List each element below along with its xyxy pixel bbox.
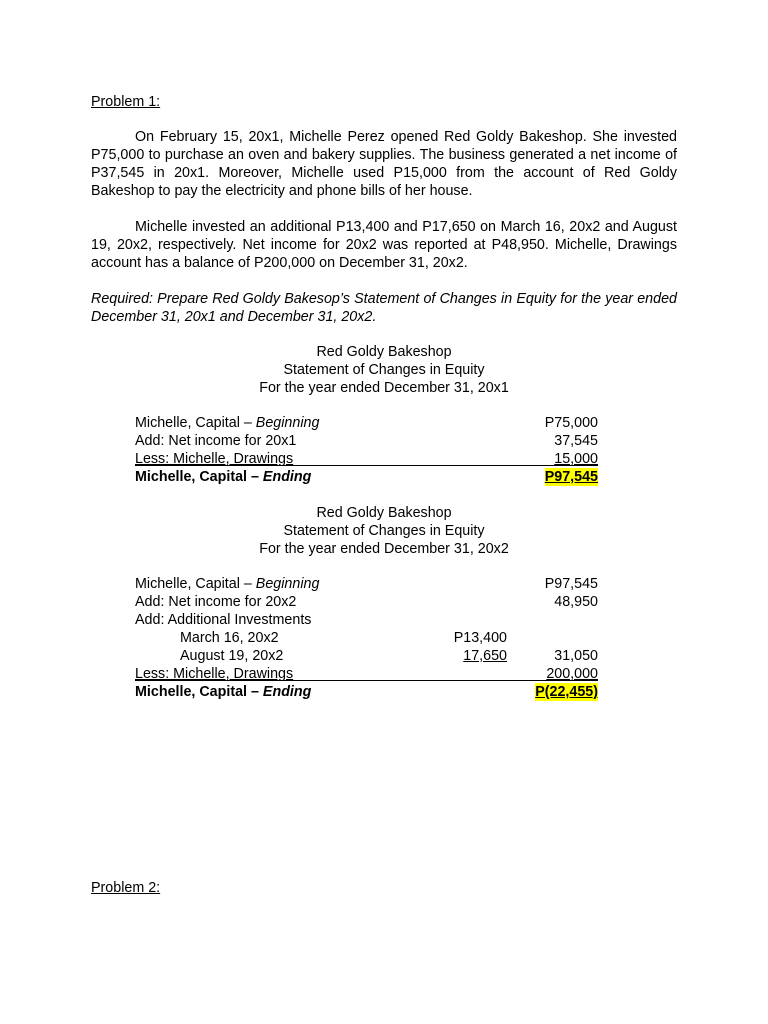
statement2-period: For the year ended December 31, 20x2 xyxy=(259,541,509,557)
statement2-beginning-label: Michelle, Capital – xyxy=(135,576,256,592)
problem1-paragraph-1: On February 15, 20x1, Michelle Perez opened Red Goldy Bakeshop. She invested P75,000 to purchase an oven and bakery supplies. The business generated a net income of P37,545 in 20x1. Moreover, Michelle used P15,000 from the account of Red Goldy Bakeshop to pay the electricity and phone bills of her house. xyxy=(91,129,677,199)
statement1-drawings-label: Less: Michelle, Drawings xyxy=(135,451,294,467)
statement2-row-beginning xyxy=(135,575,598,593)
statement1-row-beginning xyxy=(135,414,598,432)
statement2-row-investments xyxy=(135,611,598,629)
statement1-net-income-amount: 37,545 xyxy=(554,433,598,449)
statement1-beginning-italic: Beginning xyxy=(255,415,320,431)
statement1-row-net-income xyxy=(135,432,598,450)
statement2-title: Statement of Changes in Equity xyxy=(283,523,485,539)
problem1-required: Required: Prepare Red Goldy Bakesop’s Statement of Changes in Equity for the year ended December 31, 20x1 and December 31, 20x2. xyxy=(91,291,677,325)
statement2-row-net-income xyxy=(135,593,598,611)
statement2-drawings-label: Less: Michelle, Drawings xyxy=(135,666,294,682)
statement1-total-rule xyxy=(135,465,598,466)
statement2-row-investment-1 xyxy=(135,629,598,647)
statement2-net-income-label: Add: Net income for 20x2 xyxy=(135,594,297,610)
statement1-net-income-label: Add: Net income for 20x1 xyxy=(135,433,297,449)
statement1-beginning-label: Michelle, Capital – xyxy=(135,415,256,431)
statement1-drawings-amount: 15,000 xyxy=(554,451,598,467)
statement1-ending-italic: Ending xyxy=(262,469,312,485)
statement2-row-ending xyxy=(135,683,598,701)
statement2-inv2-label: August 19, 20x2 xyxy=(180,648,284,664)
statement2-investments-label: Add: Additional Investments xyxy=(135,612,312,628)
statement1-row-ending xyxy=(135,468,598,486)
statement2-beginning-amount: P97,545 xyxy=(544,576,598,592)
statement1-company: Red Goldy Bakeshop xyxy=(316,344,452,360)
statement2-ending-label: Michelle, Capital – xyxy=(135,684,263,700)
statement1-beginning-amount: P75,000 xyxy=(544,415,598,431)
statement2-inv1-amount: P13,400 xyxy=(453,630,507,646)
statement1-ending-label: Michelle, Capital – xyxy=(135,469,263,485)
statement2-net-income-amount: 48,950 xyxy=(554,594,598,610)
problem1-heading: Problem 1: xyxy=(91,94,161,110)
problem2-heading: Problem 2: xyxy=(91,880,161,896)
statement2-beginning-italic: Beginning xyxy=(255,576,320,592)
statement2-total-rule xyxy=(135,680,598,681)
statement2-inv1-label: March 16, 20x2 xyxy=(180,630,279,646)
statement2-inv2-amount: 17,650 xyxy=(463,648,507,664)
statement1-ending-amount: P97,545 xyxy=(544,469,598,485)
statement2-drawings-amount: 200,000 xyxy=(546,666,598,682)
statement1-title: Statement of Changes in Equity xyxy=(283,362,485,378)
statement2-investments-total: 31,050 xyxy=(554,648,598,664)
statement2-company: Red Goldy Bakeshop xyxy=(316,505,452,521)
statement2-row-investment-2 xyxy=(135,647,598,665)
statement2-ending-italic: Ending xyxy=(262,684,312,700)
statement1-period: For the year ended December 31, 20x1 xyxy=(259,380,509,396)
problem1-paragraph-2: Michelle invested an additional P13,400 and P17,650 on March 16, 20x2 and August 19, 20x2, respectively. Net income for 20x2 was reported at P48,950. Michelle, Drawings account has a balance of P200,000 on December 31, 20x2. xyxy=(91,219,677,271)
statement2-ending-amount: P(22,455) xyxy=(535,684,598,700)
